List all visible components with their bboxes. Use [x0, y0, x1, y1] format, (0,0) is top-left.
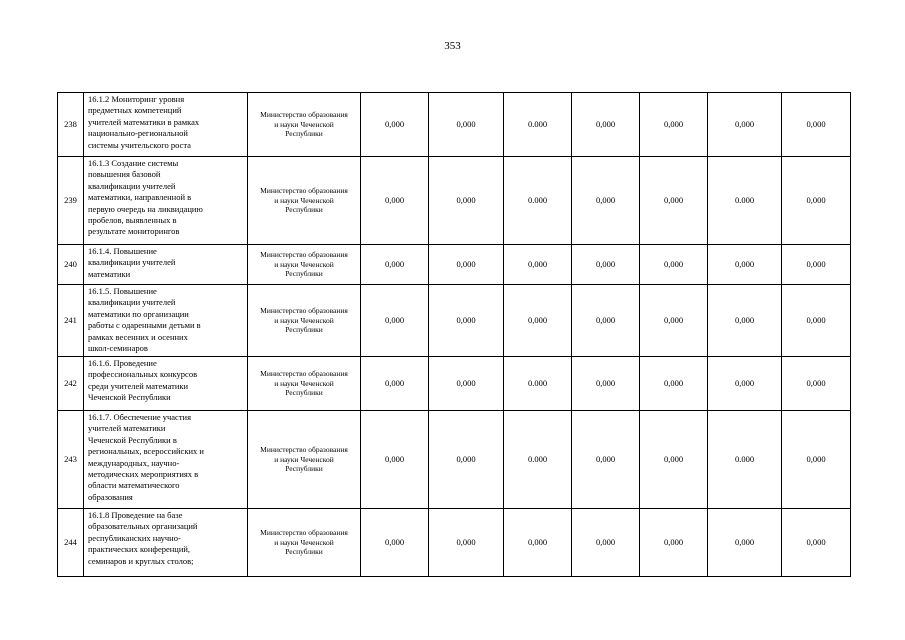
funding-value-cell: 0,000: [429, 509, 504, 577]
budget-table: [57, 92, 851, 577]
funding-value-cell: 0,000: [361, 93, 429, 157]
table-row: [58, 357, 851, 411]
row-number-cell: 239: [58, 157, 84, 245]
funding-value-cell: 0,000: [504, 285, 572, 357]
funding-value-cell: 0,000: [640, 357, 708, 411]
row-number-cell: 243: [58, 411, 84, 509]
funding-value-cell: 0.000: [708, 411, 782, 509]
funding-value-cell: 0,000: [572, 245, 640, 285]
measure-description-cell: 16.1.8 Проведение на базе образовательных организаций республиканских научно- практических конференций, семинаров и круглых столов;: [84, 509, 248, 577]
funding-value-cell: 0,000: [361, 411, 429, 509]
measure-description-cell: 16.1.5. Повышение квалификации учителей математики по организации работы с одаренными детьми в рамках весенних и осенних школ-семинаров: [84, 285, 248, 357]
funding-value-cell: 0,000: [504, 245, 572, 285]
funding-value-cell: 0,000: [782, 509, 851, 577]
funding-value-cell: 0,000: [708, 285, 782, 357]
funding-value-cell: 0,000: [361, 245, 429, 285]
funding-value-cell: 0,000: [361, 509, 429, 577]
measure-description-cell: 16.1.6. Проведение профессиональных конкурсов среди учителей математики Чеченской Республики: [84, 357, 248, 411]
funding-value-cell: 0,000: [782, 245, 851, 285]
row-number-cell: 241: [58, 285, 84, 357]
funding-value-cell: 0,000: [782, 411, 851, 509]
funding-value-cell: 0,000: [708, 357, 782, 411]
funding-value-cell: 0,000: [640, 93, 708, 157]
page-number: 353: [444, 40, 461, 52]
funding-value-cell: 0,000: [429, 93, 504, 157]
funding-value-cell: 0,000: [429, 357, 504, 411]
responsible-executor-cell: Министерство образования и науки Чеченской Республики: [248, 157, 361, 245]
funding-value-cell: 0,000: [361, 157, 429, 245]
table-row: [58, 411, 851, 509]
funding-value-cell: 0,000: [708, 93, 782, 157]
funding-value-cell: 0,000: [429, 157, 504, 245]
funding-value-cell: 0,000: [429, 285, 504, 357]
funding-value-cell: 0,000: [782, 157, 851, 245]
funding-value-cell: 0,000: [782, 285, 851, 357]
funding-value-cell: 0,000: [572, 285, 640, 357]
funding-value-cell: 0,000: [572, 93, 640, 157]
funding-value-cell: 0,000: [640, 411, 708, 509]
responsible-executor-cell: Министерство образования и науки Чеченской Республики: [248, 411, 361, 509]
table-row: [58, 93, 851, 157]
funding-value-cell: 0,000: [640, 285, 708, 357]
funding-value-cell: 0,000: [708, 509, 782, 577]
funding-value-cell: 0,000: [708, 245, 782, 285]
table-row: [58, 509, 851, 577]
funding-value-cell: 0,000: [640, 157, 708, 245]
responsible-executor-cell: Министерство образования и науки Чеченской Республики: [248, 285, 361, 357]
table-row: [58, 157, 851, 245]
row-number-cell: 244: [58, 509, 84, 577]
measure-description-cell: 16.1.7. Обеспечение участия учителей математики Чеченской Республики в региональных, всероссийских и международных, научно- методических мероприятиях в области математического образования: [84, 411, 248, 509]
funding-value-cell: 0,000: [640, 509, 708, 577]
table-body: [58, 93, 851, 577]
responsible-executor-cell: Министерство образования и науки Чеченской Республики: [248, 245, 361, 285]
responsible-executor-cell: Министерство образования и науки Чеченской Республики: [248, 357, 361, 411]
funding-value-cell: 0.000: [504, 157, 572, 245]
row-number-cell: 240: [58, 245, 84, 285]
row-number-cell: 238: [58, 93, 84, 157]
funding-value-cell: 0,000: [572, 411, 640, 509]
funding-value-cell: 0,000: [572, 157, 640, 245]
measure-description-cell: 16.1.2 Мониторинг уровня предметных компетенций учителей математики в рамках национально-региональной системы учительского роста: [84, 93, 248, 157]
funding-value-cell: 0.000: [504, 93, 572, 157]
table-row: [58, 245, 851, 285]
measure-description-cell: 16.1.4. Повышение квалификации учителей математики: [84, 245, 248, 285]
row-number-cell: 242: [58, 357, 84, 411]
funding-value-cell: 0.000: [504, 411, 572, 509]
funding-value-cell: 0,000: [640, 245, 708, 285]
funding-value-cell: 0,000: [782, 93, 851, 157]
funding-value-cell: 0,000: [361, 357, 429, 411]
funding-value-cell: 0,000: [429, 411, 504, 509]
funding-value-cell: 0,000: [572, 509, 640, 577]
funding-value-cell: 0,000: [782, 357, 851, 411]
funding-value-cell: 0,000: [572, 357, 640, 411]
funding-value-cell: 0.000: [708, 157, 782, 245]
responsible-executor-cell: Министерство образования и науки Чеченской Республики: [248, 509, 361, 577]
funding-value-cell: 0,000: [429, 245, 504, 285]
funding-value-cell: 0,000: [504, 509, 572, 577]
funding-value-cell: 0,000: [361, 285, 429, 357]
measure-description-cell: 16.1.3 Создание системы повышения базовой квалификации учителей математики, направленной в первую очередь на ликвидацию пробелов, выявленных в результате мониторингов: [84, 157, 248, 245]
table-row: [58, 285, 851, 357]
funding-value-cell: 0.000: [504, 357, 572, 411]
responsible-executor-cell: Министерство образования и науки Чеченской Республики: [248, 93, 361, 157]
